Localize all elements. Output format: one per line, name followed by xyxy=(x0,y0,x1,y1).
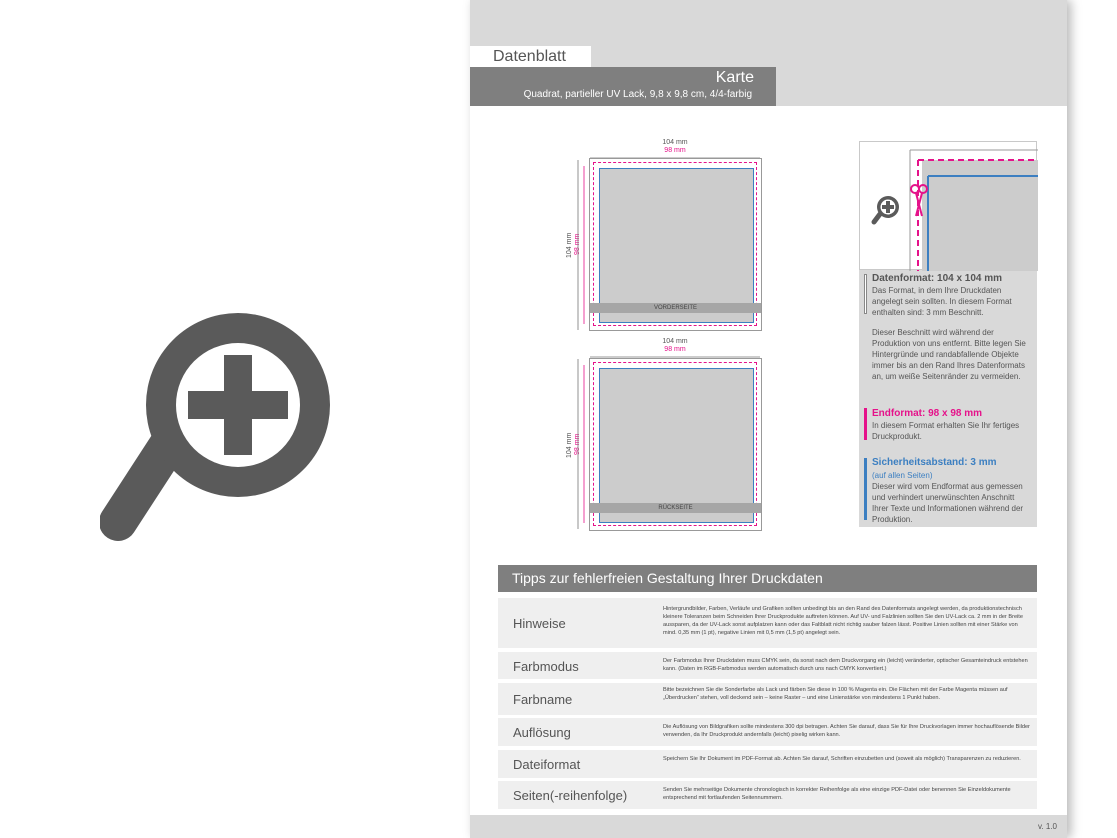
back-card xyxy=(589,358,762,531)
sicherheit-title: Sicherheitsabstand: 3 mm xyxy=(872,457,997,468)
back-inner-dimension-vertical: 98 mm xyxy=(574,433,581,455)
tip-row-seiten xyxy=(498,781,1037,809)
tip-text: Bitte bezeichnen Sie die Sonderfarbe als Lack und färben Sie diese in 100 % Magenta ein. Die Flächen mit der Farbe Magenta müssen auf „Überdrucken“ stehen, voll deckend sein – keine Raster – und eine Linienstärke von mindestens 1 Punkt haben. xyxy=(663,687,1008,701)
datenformat-marker xyxy=(864,274,867,314)
tip-row-dateiformat xyxy=(498,750,1037,778)
tip-label: Seiten(-reihenfolge) xyxy=(513,788,628,803)
front-outer-dimension: 104 mm xyxy=(662,139,688,146)
back-outer-dimension-vertical: 104 mm xyxy=(566,432,573,458)
front-card xyxy=(589,158,762,331)
tip-label: Auflösung xyxy=(513,725,571,740)
tip-text: Senden Sie mehrseitige Dokumente chronologisch in korrekter Reihenfolge als eine einzige PDF-Datei oder benennen Sie Einzeldokumente entsprechend mit fortlaufenden Seitennummern. xyxy=(663,787,1011,801)
tip-text: Die Auflösung von Bildgrafiken sollte mindestens 300 dpi betragen. Achten Sie darauf, dass Sie für Ihre Druckvorlagen immer hochauflösende Bilder verwenden, da Ihr Druckprodukt andernfalls (leicht) pixelig wirken kann. xyxy=(663,724,1030,738)
endformat-text: In diesem Format erhalten Sie Ihr fertiges Druckprodukt. xyxy=(872,421,1020,441)
tip-text: Der Farbmodus Ihrer Druckdaten muss CMYK sein, da sonst nach dem Druckvorgang ein (leicht) veränderter, optischer Gesamteindruck entstehen kann. (Daten im RGB-Farbmodus werden automatisch durch uns nach CMYK konvertiert.) xyxy=(663,658,1028,672)
tip-text: Hintergrundbilder, Farben, Verläufe und Grafiken sollten unbedingt bis an den Rand des Datenformats angelegt werden, da produktionstechnisch kleinere Toleranzen beim Schneiden Ihrer Druckprodukte auftreten können. Auf UV- und Falzlinien sollten Sie den UV-Lack ca. 2 mm in der Breite aussparen, da der UV-Lack sonst aufplatzen kann oder das Faltblatt nicht richtig sauber falzen lässt. Positive Linien sollten mit einer Stärke von mind. 0,35 mm (1 pt), negative Linien mit 0,5 mm (1,5 pt) angelegt sein. xyxy=(663,606,1023,636)
sicherheit-subtitle: (auf allen Seiten) xyxy=(872,471,933,480)
sicherheit-marker xyxy=(864,458,867,520)
tip-text: Speichern Sie Ihr Dokument im PDF-Format ab. Achten Sie darauf, Schriften einzubetten und (soweit als möglich) Transparenzen zu reduzieren. xyxy=(663,756,1021,762)
beschnitt-text: Dieser Beschnitt wird während der Produktion von uns entfernt. Bitte legen Sie Hintergründe und randabfallende Objekte immer bis an den Rand Ihres Datenformats an, um weiße Seitenränder zu vermeiden. xyxy=(872,328,1026,381)
tip-label: Dateiformat xyxy=(513,757,581,772)
zoom-in-icon[interactable] xyxy=(100,290,380,550)
zoom-in-icon[interactable] xyxy=(870,192,906,228)
front-safe-area xyxy=(599,168,754,323)
datenformat-text: Das Format, in dem Ihre Druckdaten angelegt sein sollten. In diesem Format enthalten sind: 3 mm Beschnitt. xyxy=(872,286,1012,317)
datasheet-tab-label: Datenblatt xyxy=(470,46,591,68)
tip-label: Farbmodus xyxy=(513,659,579,674)
title-bar xyxy=(470,67,776,106)
back-inner-dimension: 98 mm xyxy=(664,346,686,353)
tip-label: Hinweise xyxy=(513,616,566,631)
tip-row-hinweise xyxy=(498,598,1037,648)
tip-row-farbmodus xyxy=(498,652,1037,679)
corner-preview xyxy=(859,141,1037,270)
front-outer-dimension-vertical: 104 mm xyxy=(566,232,573,258)
tip-label: Farbname xyxy=(513,692,573,707)
front-inner-dimension-vertical: 98 mm xyxy=(574,233,581,255)
product-title: Karte xyxy=(715,69,754,86)
back-safe-area xyxy=(599,368,754,523)
datenformat-title: Datenformat: 104 x 104 mm xyxy=(872,273,1003,284)
tip-row-aufloesung xyxy=(498,718,1037,746)
sicherheit-text: Dieser wird vom Endformat aus gemessen und verhindert unerwünschten Anschnitt Ihrer Texte und Informationen während der Produktion. xyxy=(872,482,1024,524)
back-side-label: RÜCKSEITE xyxy=(590,503,761,513)
format-info-box xyxy=(859,141,1037,527)
tips-header: Tipps zur fehlerfreien Gestaltung Ihrer Druckdaten xyxy=(498,565,1037,592)
footer-band xyxy=(470,815,1067,838)
datasheet-page xyxy=(470,0,1067,838)
front-inner-dimension: 98 mm xyxy=(664,147,686,154)
back-outer-dimension: 104 mm xyxy=(662,338,688,345)
version-label: v. 1.0 xyxy=(1038,822,1057,831)
product-subtitle: Quadrat, partieller UV Lack, 9,8 x 9,8 cm, 4/4-farbig xyxy=(523,89,752,100)
tip-row-farbname xyxy=(498,683,1037,715)
endformat-title: Endformat: 98 x 98 mm xyxy=(872,408,983,419)
endformat-marker xyxy=(864,408,867,440)
front-side-label: VORDERSEITE xyxy=(590,303,761,313)
scissors-icon xyxy=(910,184,928,220)
